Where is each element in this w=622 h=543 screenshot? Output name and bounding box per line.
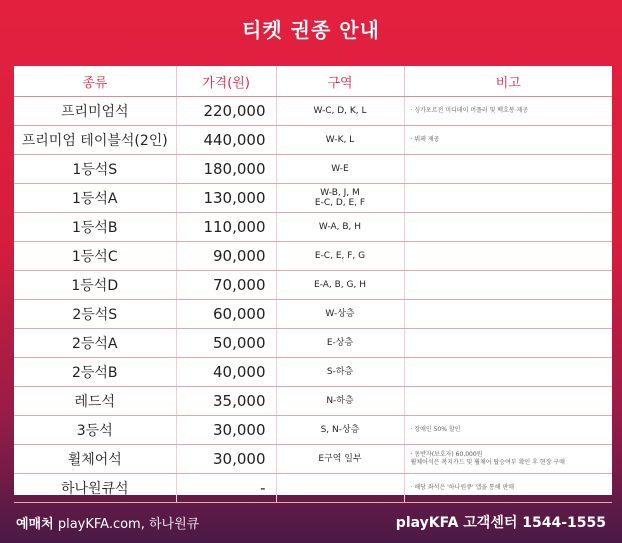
cell-note	[404, 184, 612, 213]
table-row	[14, 387, 612, 416]
table-row	[14, 329, 612, 358]
cell-note	[404, 155, 612, 184]
cell-zone: W-A, B, H	[276, 213, 404, 242]
table-row	[14, 358, 612, 387]
page-title: 티켓 권종 안내	[242, 18, 380, 42]
footer-booking-label: 예매처	[16, 517, 54, 532]
cell-price: 40,000	[176, 358, 276, 387]
table-row	[14, 184, 612, 213]
table-row	[14, 126, 612, 155]
cell-zone: S-하층	[276, 358, 404, 387]
header-type: 종류	[14, 66, 176, 97]
ticket-table	[14, 66, 612, 495]
cell-note	[404, 213, 612, 242]
table-row	[14, 300, 612, 329]
table-row	[14, 242, 612, 271]
cell-type: 2등석B	[14, 358, 176, 387]
cell-price: 30,000	[176, 445, 276, 474]
cell-note	[404, 387, 612, 416]
footer-booking	[16, 513, 199, 532]
cell-zone: W-C, D, K, L	[276, 97, 404, 126]
cell-note	[404, 300, 612, 329]
table-row	[14, 474, 612, 503]
cell-price: 70,000	[176, 271, 276, 300]
cell-type: 1등석S	[14, 155, 176, 184]
cell-price: 60,000	[176, 300, 276, 329]
cell-price: 110,000	[176, 213, 276, 242]
cell-note: · 뷔페 제공	[404, 126, 612, 155]
table-row	[14, 97, 612, 126]
table-row	[14, 445, 612, 474]
table-header-row	[14, 66, 612, 97]
cell-type: 레드석	[14, 387, 176, 416]
cell-price: 130,000	[176, 184, 276, 213]
cell-type: 1등석A	[14, 184, 176, 213]
cell-note: · 싱가포르전 미디데이 머플러 및 백호봉 제공	[404, 97, 612, 126]
cell-zone: E-상층	[276, 329, 404, 358]
cell-type: 1등석C	[14, 242, 176, 271]
cell-type: 3등석	[14, 416, 176, 445]
cell-type: 2등석A	[14, 329, 176, 358]
cell-price: 90,000	[176, 242, 276, 271]
cell-zone: N-하층	[276, 387, 404, 416]
cell-note: · 동반자(보호자) 60,000원 휠체어석은 복지카드 및 휠체어 탑승여부 확인 후 현장 구매	[404, 445, 612, 474]
header-note: 비고	[404, 66, 612, 97]
cell-note: · 해당 좌석은 '하나원큐' 앱을 통해 판매	[404, 474, 612, 503]
cell-price: 440,000	[176, 126, 276, 155]
cell-price: 30,000	[176, 416, 276, 445]
cell-note	[404, 271, 612, 300]
cell-type: 프리미엄 테이블석(2인)	[14, 126, 176, 155]
table-row	[14, 213, 612, 242]
table-row	[14, 155, 612, 184]
cell-type: 1등석D	[14, 271, 176, 300]
table-row	[14, 416, 612, 445]
cell-price: 35,000	[176, 387, 276, 416]
cell-note	[404, 358, 612, 387]
cell-type: 하나원큐석	[14, 474, 176, 503]
header-price: 가격(원)	[176, 66, 276, 97]
cell-zone: W-상층	[276, 300, 404, 329]
cell-type: 휠체어석	[14, 445, 176, 474]
cell-price: -	[176, 474, 276, 503]
cell-zone: E구역 일부	[276, 445, 404, 474]
cell-price: 180,000	[176, 155, 276, 184]
cell-zone: S, N-상층	[276, 416, 404, 445]
cell-price: 50,000	[176, 329, 276, 358]
cell-note	[404, 242, 612, 271]
cell-price: 220,000	[176, 97, 276, 126]
cell-zone: W-B, J, M E-C, D, E, F	[276, 184, 404, 213]
cell-zone: E-C, E, F, G	[276, 242, 404, 271]
cell-type: 2등석S	[14, 300, 176, 329]
table-row	[14, 271, 612, 300]
cell-type: 1등석B	[14, 213, 176, 242]
footer-booking-sites: playKFA.com, 하나원큐	[57, 517, 200, 532]
cell-note: · 장애인 50% 할인	[404, 416, 612, 445]
cell-type: 프리미엄석	[14, 97, 176, 126]
cell-zone: W-E	[276, 155, 404, 184]
cell-zone: E-A, B, G, H	[276, 271, 404, 300]
cell-zone	[276, 474, 404, 503]
header-zone: 구역	[276, 66, 404, 97]
cell-zone: W-K, L	[276, 126, 404, 155]
cell-note	[404, 329, 612, 358]
footer-customer-center: playKFA 고객센터 1544-1555	[395, 515, 606, 531]
